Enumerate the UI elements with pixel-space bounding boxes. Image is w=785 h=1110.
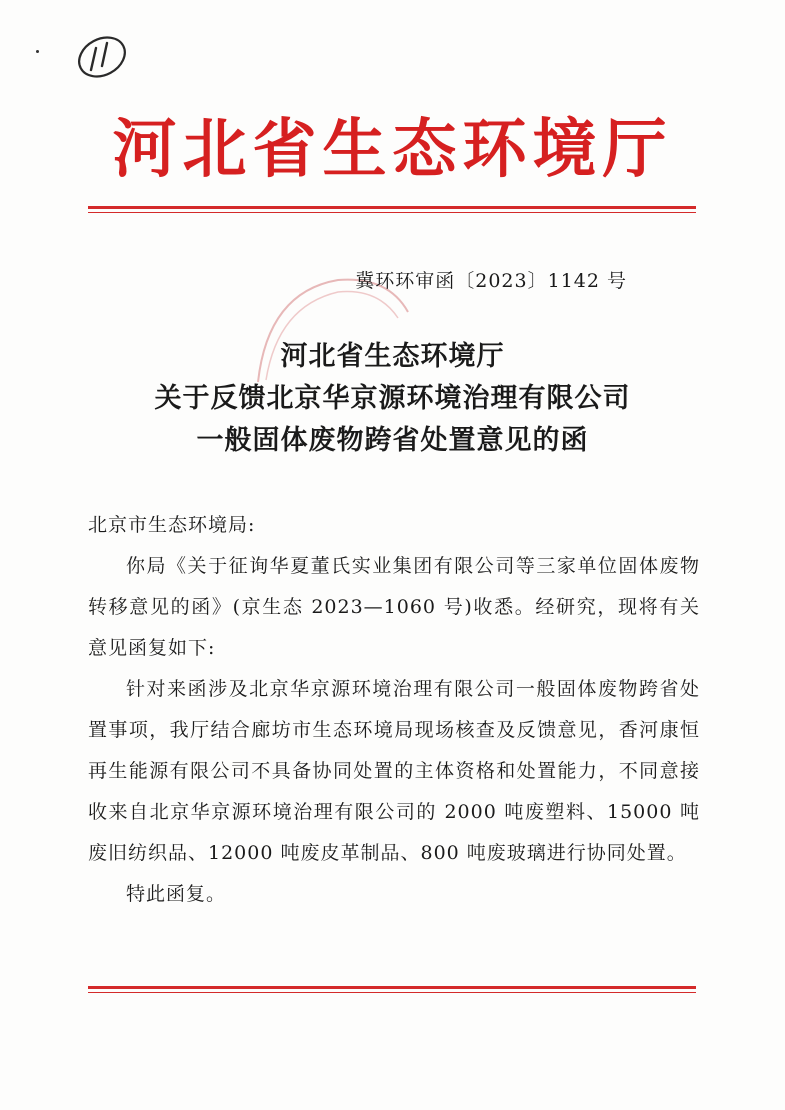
handwritten-page-mark (72, 26, 132, 86)
scan-speck (36, 50, 39, 53)
header-red-rule-thin (88, 212, 696, 213)
header-red-rule (88, 206, 696, 209)
body-paragraph: 针对来函涉及北京华京源环境治理有限公司一般固体废物跨省处置事项，我厅结合廊坊市生态环境局现场核查及反馈意见，香河康恒再生能源有限公司不具备协同处置的主体资格和处置能力，不同意接收来自北京华京源环境治理有限公司的 2000 吨废塑料、15000 吨废旧纺织品、12000 吨废皮革制品、800 吨废玻璃进行协同处置。 (88, 678, 700, 864)
document-number: 冀环环审函〔2023〕1142 号 (355, 270, 627, 292)
footer-red-rule (88, 986, 696, 989)
document-title (0, 336, 785, 462)
body-paragraph: 你局《关于征询华夏董氏实业集团有限公司等三家单位固体废物转移意见的函》(京生态 2023—1060 号)收悉。经研究，现将有关意见函复如下: (88, 555, 700, 659)
title-line: 一般固体废物跨省处置意见的函 (196, 425, 589, 456)
closing-line: 特此函复。 (126, 883, 227, 905)
title-line: 关于反馈北京华京源环境治理有限公司 (154, 383, 631, 414)
title-line: 河北省生态环境厅 (280, 341, 505, 372)
letter-body (88, 505, 700, 915)
salutation: 北京市生态环境局: (88, 514, 256, 536)
agency-header: 河北省生态环境厅 (112, 113, 673, 187)
footer-red-rule-thin (88, 992, 696, 993)
